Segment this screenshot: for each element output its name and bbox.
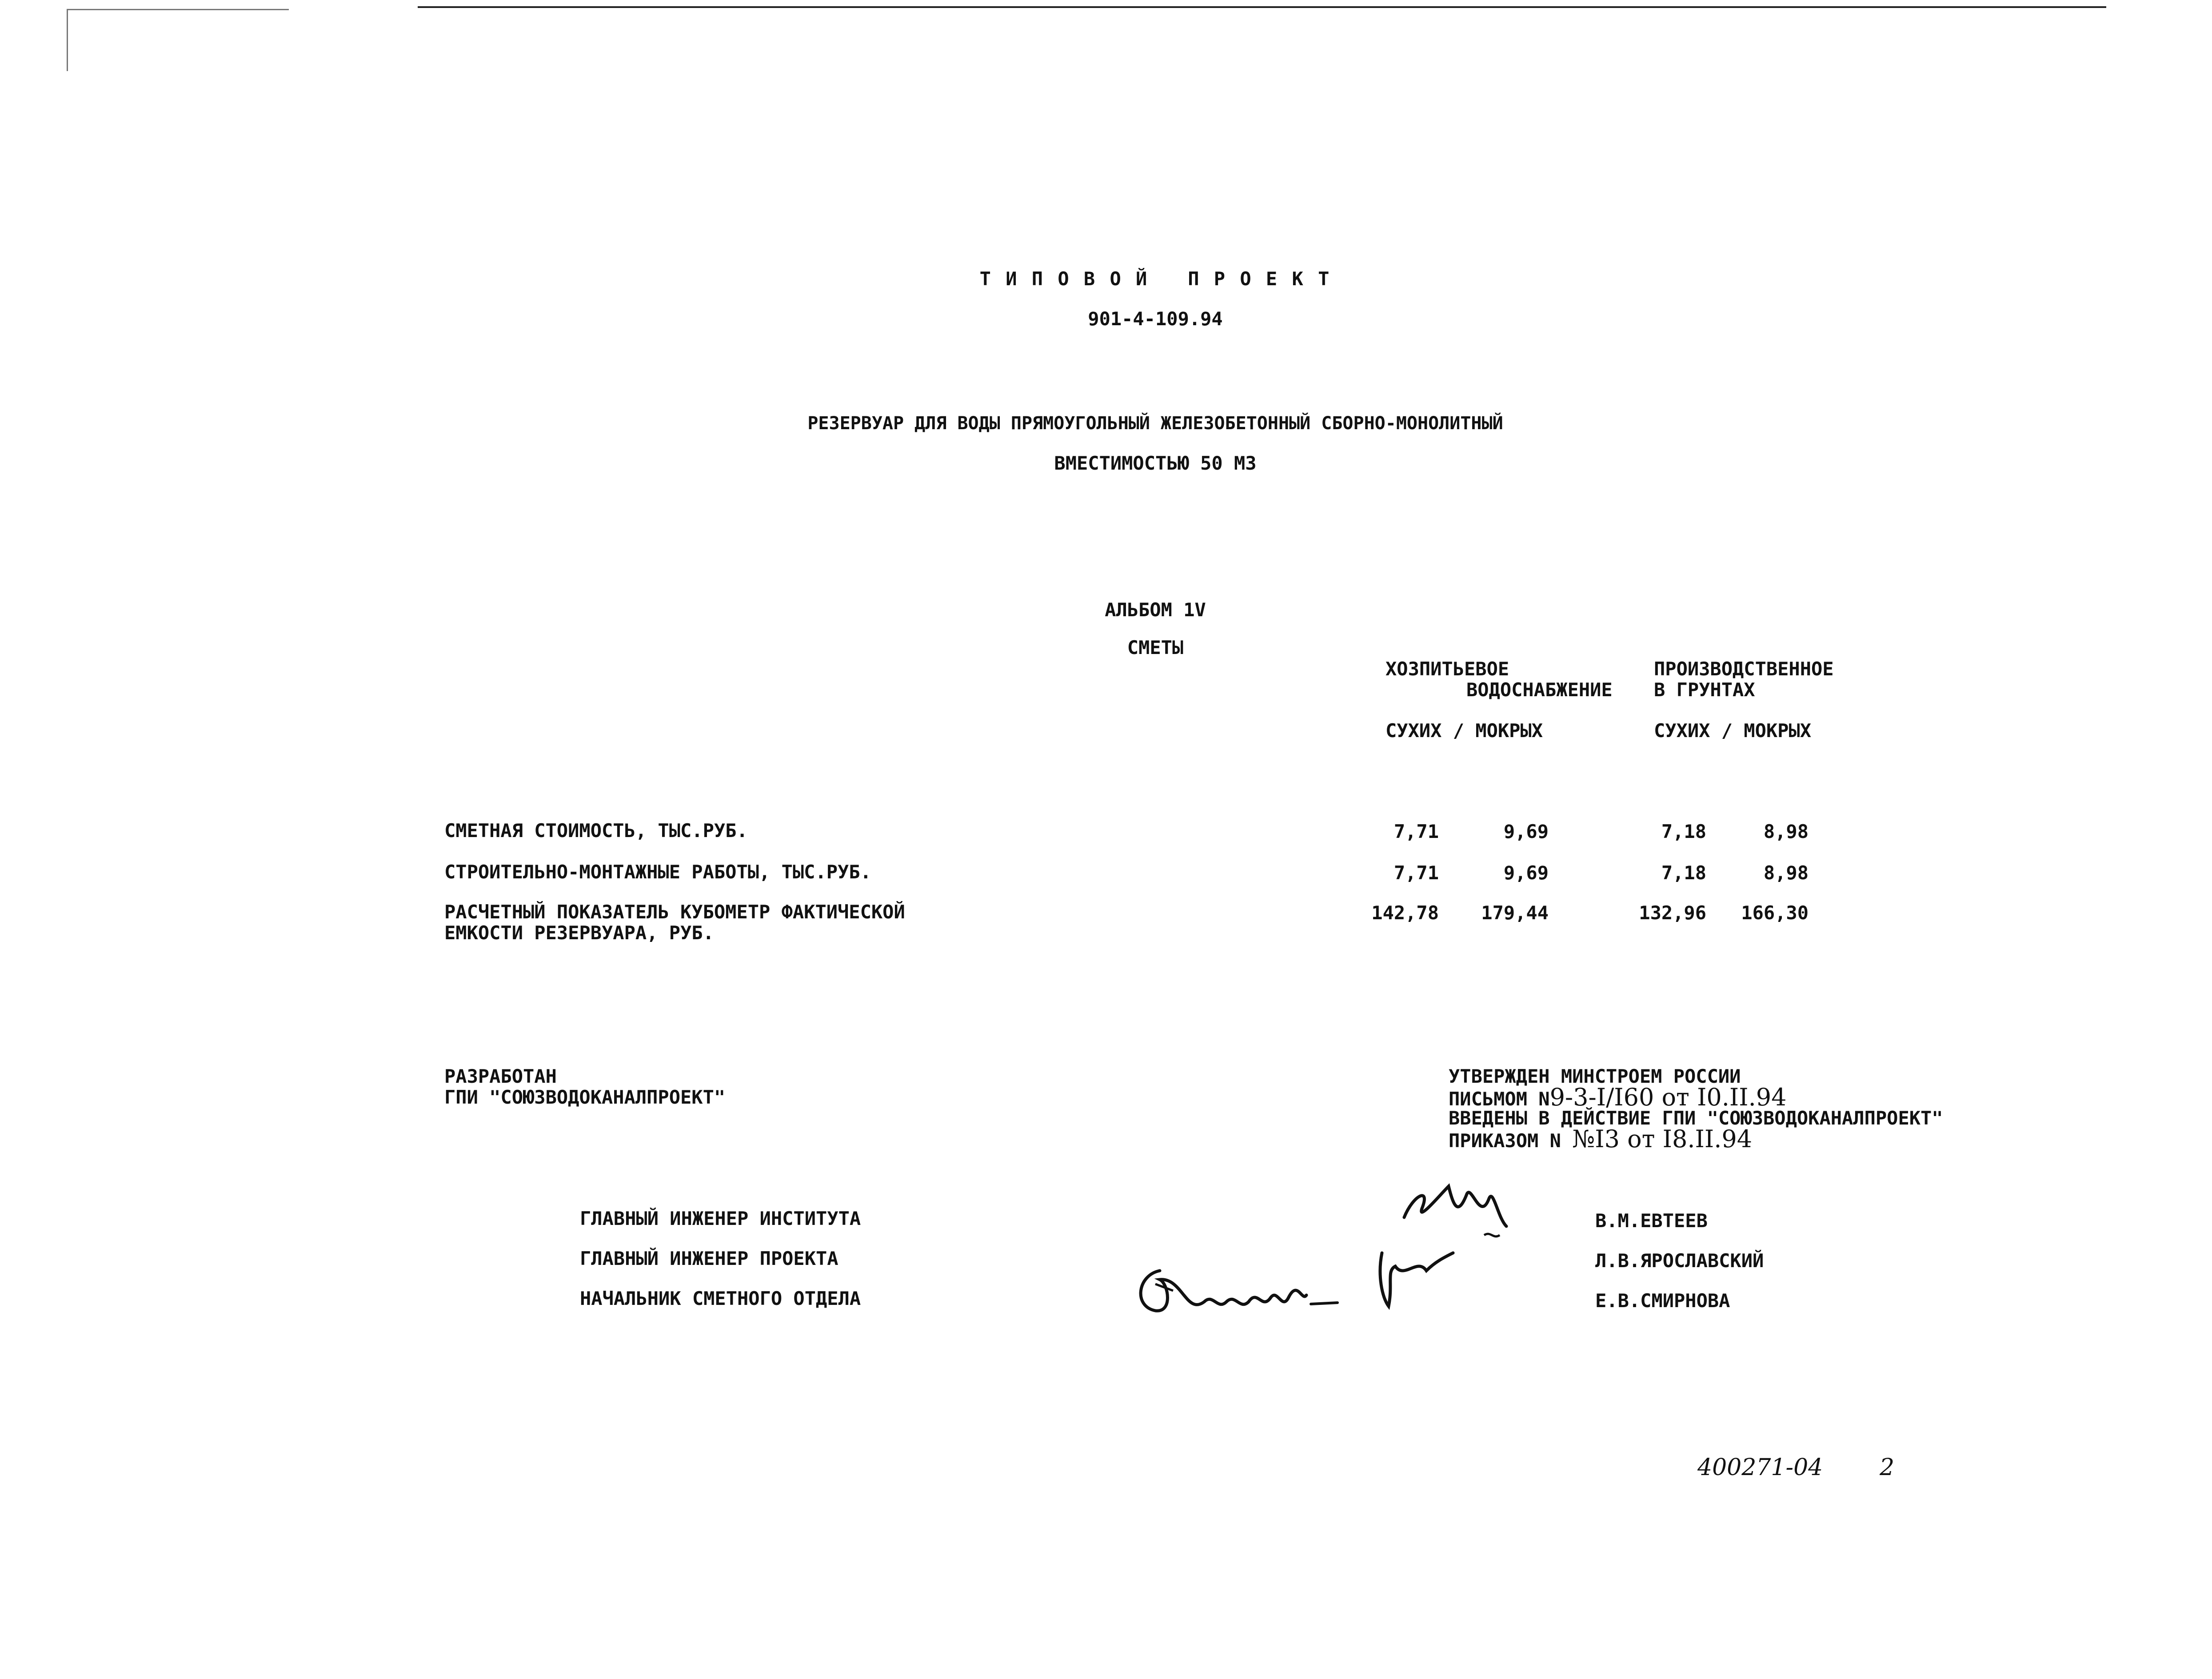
value-drinking-wet: 9,69 [1503,821,1549,842]
album-number: АЛЬБОМ 1V [1105,599,1206,621]
row-label: РАСЧЕТНЫЙ ПОКАЗАТЕЛЬ КУБОМЕТР ФАКТИЧЕСКОЙ [444,901,905,923]
value-drinking-wet: 179,44 [1481,902,1549,924]
approval-line2 [1449,1083,1787,1111]
order-number: №I3 от I8.II.94 [1572,1125,1753,1153]
subcolumns-dry-wet-2: СУХИХ / МОКРЫХ [1654,720,1812,742]
value-industrial-wet: 166,30 [1741,902,1809,924]
signature-head-of-estimate-department [1129,1253,1360,1333]
value-industrial-dry: 132,96 [1639,902,1706,924]
top-border-line [418,6,2106,8]
value-industrial-wet: 8,98 [1763,821,1809,842]
approval-letter-prefix: ПИСЬМОМ N [1449,1088,1550,1110]
album-title: СМЕТЫ [1127,637,1184,658]
column-group-drinking-water-line2: ВОДОСНАБЖЕНИЕ [1466,679,1613,701]
developed-by-organization: ГПИ "СОЮЗВОДОКАНАЛПРОЕКТ" [444,1086,726,1108]
signatory-role: ГЛАВНЫЙ ИНЖЕНЕР ИНСТИТУТА [580,1208,861,1229]
developed-by-label: РАЗРАБОТАН [444,1065,557,1087]
value-industrial-dry: 7,18 [1661,821,1706,842]
value-drinking-dry: 7,71 [1393,821,1439,842]
document-type-title: Т И П О В О Й П Р О Е К Т [979,268,1331,290]
signatory-name: В.М.ЕВТЕЕВ [1595,1210,1708,1232]
approval-line4 [1449,1125,1753,1153]
left-edge-mark [67,9,68,71]
row-label-continuation: ЕМКОСТИ РЕЗЕРВУАРА, РУБ. [444,922,714,944]
value-industrial-dry: 7,18 [1661,862,1706,884]
column-group-drinking-water-line1: ХОЗПИТЬЕВОЕ [1385,658,1509,680]
value-industrial-wet: 8,98 [1763,862,1809,884]
value-drinking-dry: 7,71 [1393,862,1439,884]
row-label: СТРОИТЕЛЬНО-МОНТАЖНЫЕ РАБОТЫ, ТЫС.РУБ. [444,861,871,883]
column-group-industrial-line2: В ГРУНТАХ [1654,679,1755,701]
project-subject-line1: РЕЗЕРВУАР ДЛЯ ВОДЫ ПРЯМОУГОЛЬНЫЙ ЖЕЛЕЗОБЕТОННЫЙ СБОРНО-МОНОЛИТНЫЙ [807,413,1503,434]
signatory-name: Е.В.СМИРНОВА [1595,1290,1730,1312]
signatory-name: Л.В.ЯРОСЛАВСКИЙ [1595,1250,1764,1272]
column-group-industrial-line1: ПРОИЗВОДСТВЕННОЕ [1654,658,1834,680]
value-drinking-dry: 142,78 [1371,902,1439,924]
top-left-mark [67,9,289,10]
project-number: 901-4-109.94 [1088,308,1223,330]
signatory-role: ГЛАВНЫЙ ИНЖЕНЕР ПРОЕКТА [580,1248,838,1269]
subcolumns-dry-wet-1: СУХИХ / МОКРЫХ [1385,720,1543,742]
signatory-role: НАЧАЛЬНИК СМЕТНОГО ОТДЕЛА [580,1288,861,1309]
row-label: СМЕТНАЯ СТОИМОСТЬ, ТЫС.РУБ. [444,820,748,841]
value-drinking-wet: 9,69 [1503,862,1549,884]
approval-line3: ВВЕДЕНЫ В ДЕЙСТВИЕ ГПИ "СОЮЗВОДОКАНАЛПРОЕКТ" [1449,1107,1943,1129]
approval-line1: УТВЕРЖДЕН МИНСТРОЕМ РОССИИ [1449,1065,1741,1087]
order-prefix: ПРИКАЗОМ N [1449,1130,1561,1152]
project-subject-line2: ВМЕСТИМОСТЬЮ 50 М3 [1054,452,1257,474]
approval-letter-number: 9-3-I/I60 от I0.II.94 [1549,1083,1787,1111]
page-number: 2 [1880,1454,1895,1481]
signature-chief-engineer-project [1369,1231,1484,1320]
inventory-number: 400271-04 [1697,1454,1823,1481]
